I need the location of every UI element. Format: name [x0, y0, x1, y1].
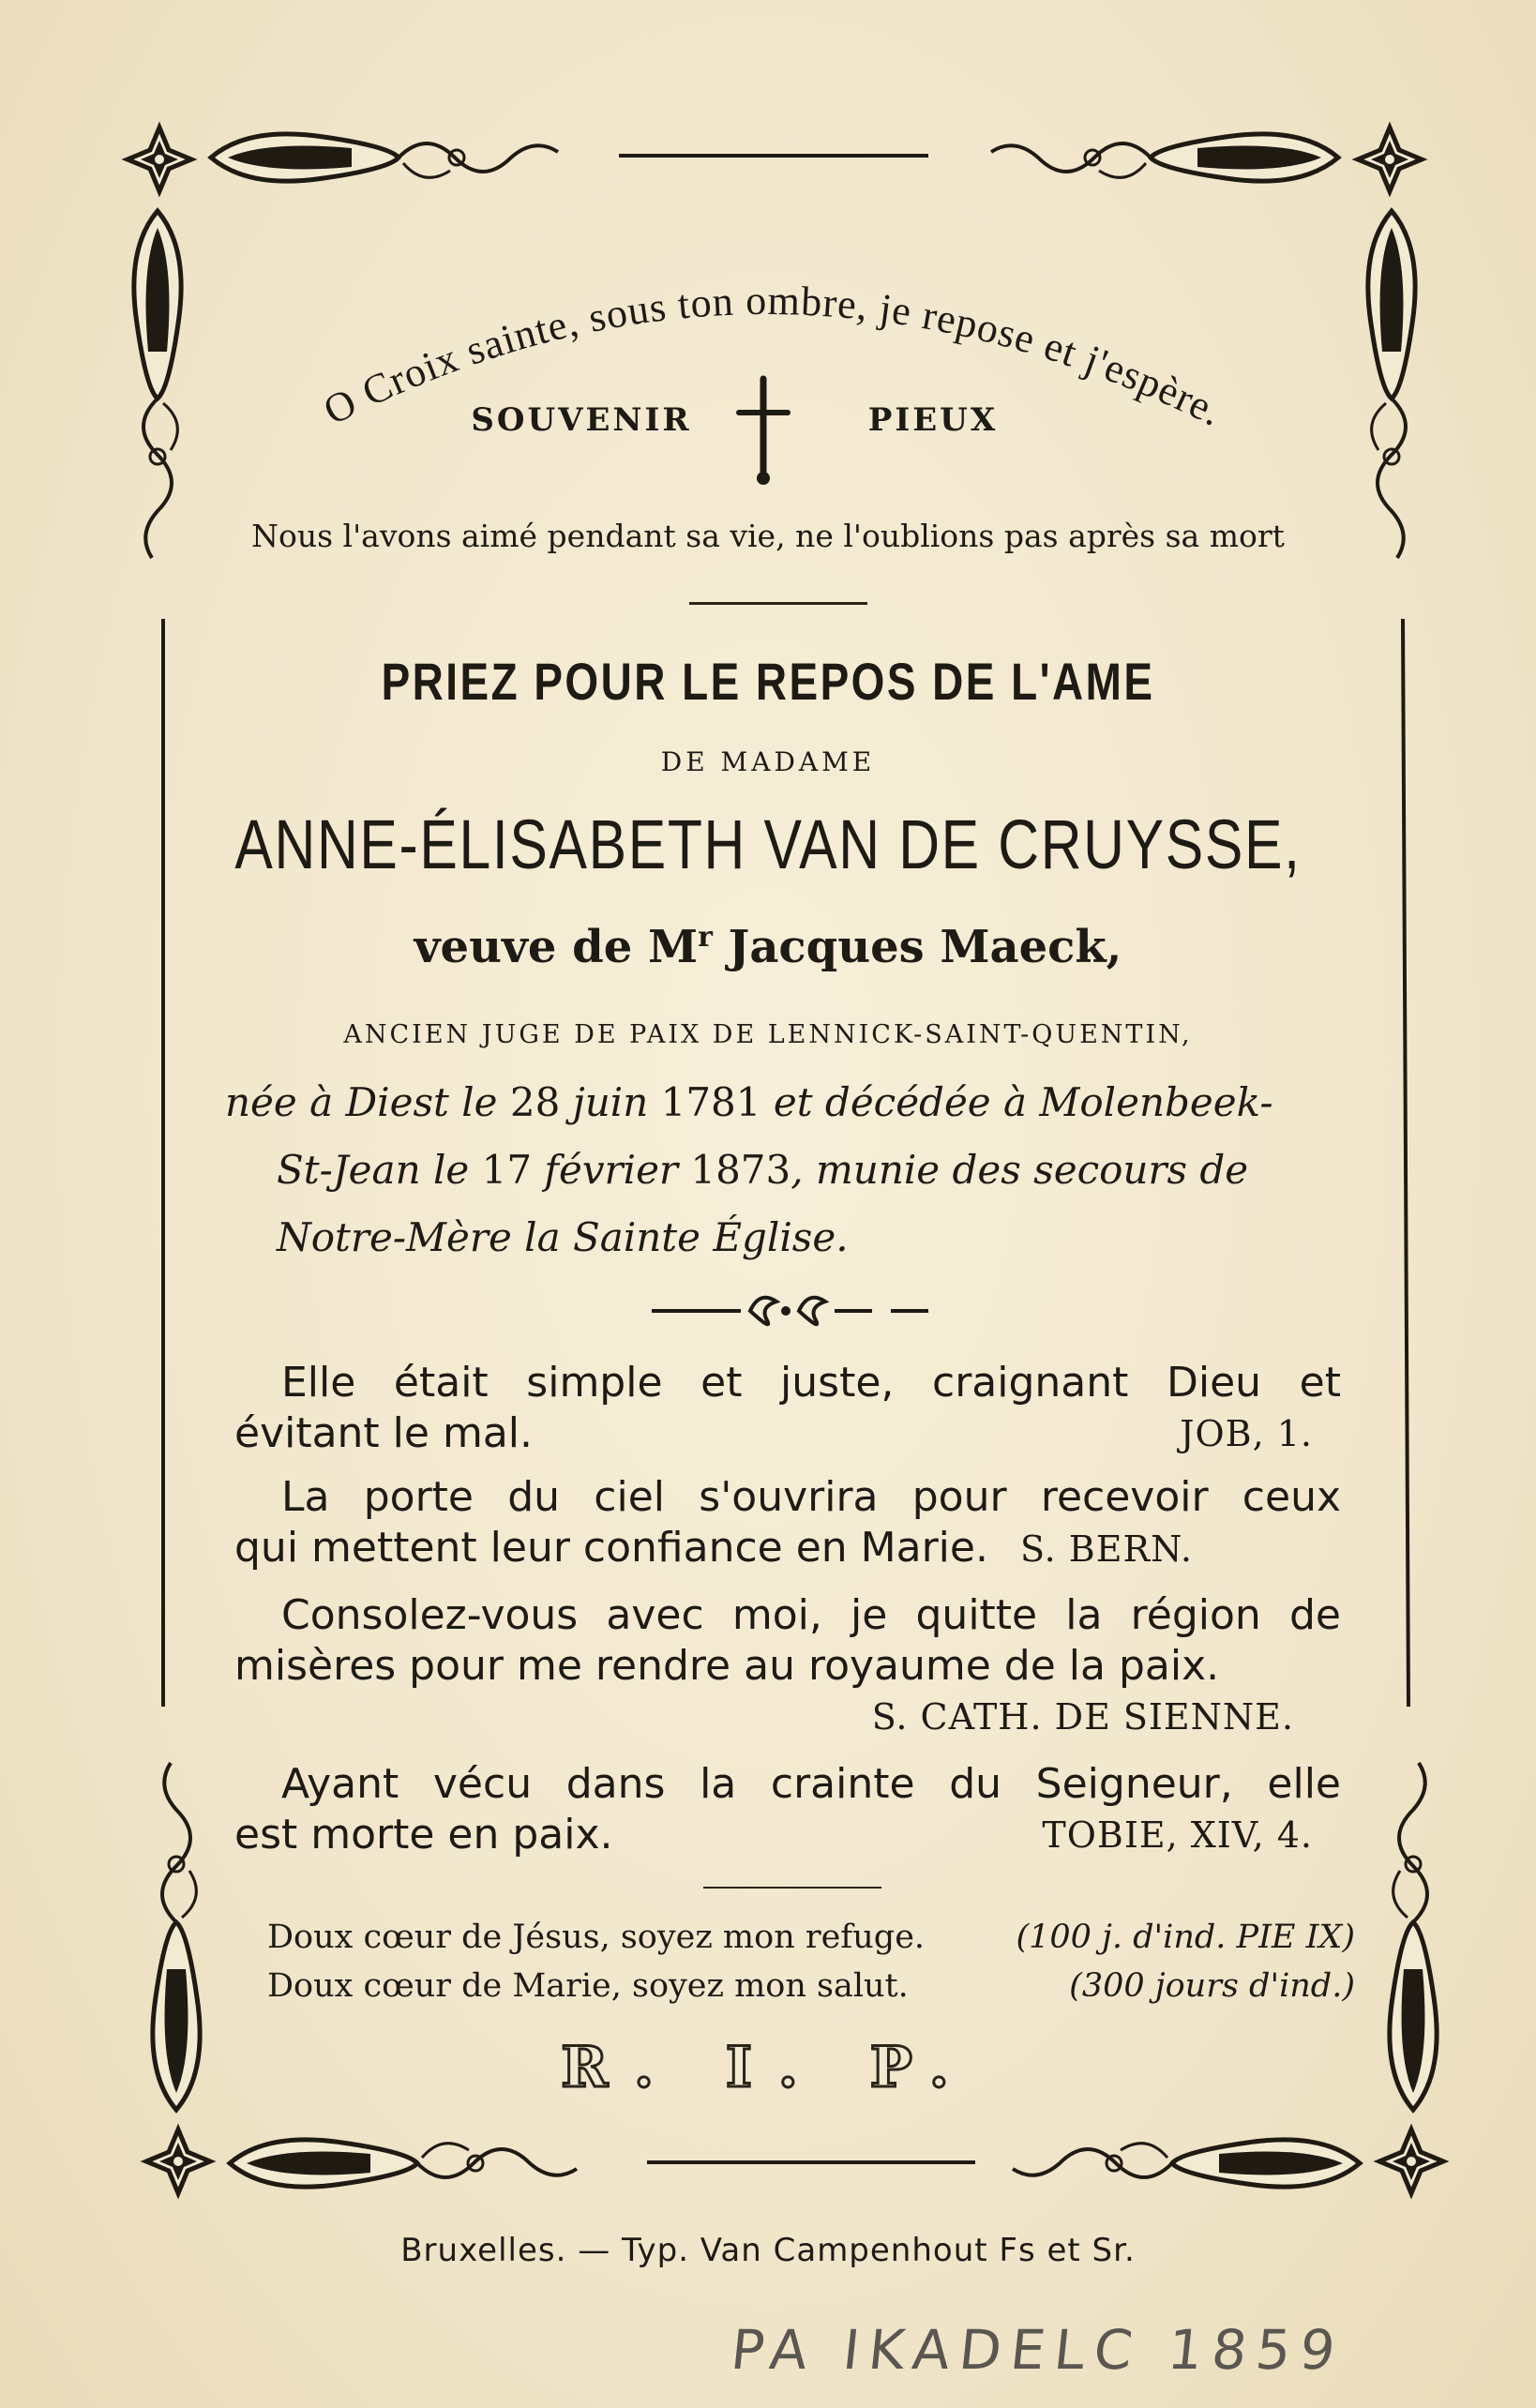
widow-prefix: veuve de M	[414, 921, 699, 973]
arc-verse-text: O Croix sainte, sous ton ombre, je repose et j'espère.	[316, 277, 1230, 436]
quote-source: JOB, 1.	[1180, 1413, 1313, 1454]
widow-line	[0, 921, 1536, 973]
handwritten-note: PA IKADELC 1859	[728, 2318, 1348, 2382]
flourish-ornament	[647, 1283, 947, 1339]
prayer-heading: PRIEZ POUR LE REPOS DE L'AME	[381, 652, 1155, 711]
bio-line-3: Notre-Mère la Sainte Église.	[277, 1214, 849, 1260]
rip-initials: R. I. P.	[561, 2035, 975, 2100]
cross-icon	[733, 375, 793, 488]
motto: Nous l'avons aimé pendant sa vie, ne l'oublions pas après sa mort	[251, 518, 1285, 554]
divider-rule	[703, 1887, 881, 1889]
quote-tobie: Ayant vécu dans la crainte du Seigneur, elle est morte en paix. TOBIE, XIV, 4.	[234, 1760, 1341, 1859]
deceased-name: ANNE-ÉLISABETH VAN DE CRUYSSE,	[234, 805, 1302, 883]
prayer-marie: Doux cœur de Marie, soyez mon salut. (300 jours d'ind.)	[267, 1967, 1355, 2005]
pieux-label: PIEUX	[867, 401, 999, 439]
office-line: ANCIEN JUGE DE PAIX DE LENNICK-SAINT-QUENTIN,	[343, 1020, 1193, 1049]
quote-catherine: Consolez-vous avec moi, je quitte la région de misères pour me rendre au royaume de la paix. S. CATH. DE SIENNE.	[234, 1590, 1341, 1742]
bio-line-1: née à Diest le 28 juin 1781 et décédée à Molenbeek-	[225, 1079, 1273, 1125]
printer-line: Bruxelles. — Typ. Van Campenhout Fs et Sr.	[400, 2232, 1136, 2269]
widow-name: Jacques Maeck,	[712, 921, 1122, 973]
widow-title-sup: r	[698, 921, 713, 954]
quote-job: Elle était simple et juste, craignant Dieu et évitant le mal. JOB, 1.	[234, 1359, 1341, 1457]
souvenir-label: SOUVENIR	[471, 401, 692, 439]
de-madame: DE MADAME	[660, 746, 876, 777]
quote-source: S. CATH. DE SIENNE.	[871, 1696, 1294, 1738]
quote-bern: La porte du ciel s'ouvrira pour recevoir ceux qui mettent leur confiance en Marie. S. BERN.	[234, 1473, 1341, 1572]
bio-line-2: St-Jean le 17 février 1873, munie des secours de	[277, 1147, 1249, 1193]
prayer-jesus: Doux cœur de Jésus, soyez mon refuge. (100 j. d'ind. PIE IX)	[267, 1919, 1355, 1956]
quote-source: TOBIE, XIV, 4.	[1042, 1814, 1313, 1856]
quote-source: S. BERN.	[1019, 1528, 1193, 1570]
divider-rule	[689, 602, 867, 605]
